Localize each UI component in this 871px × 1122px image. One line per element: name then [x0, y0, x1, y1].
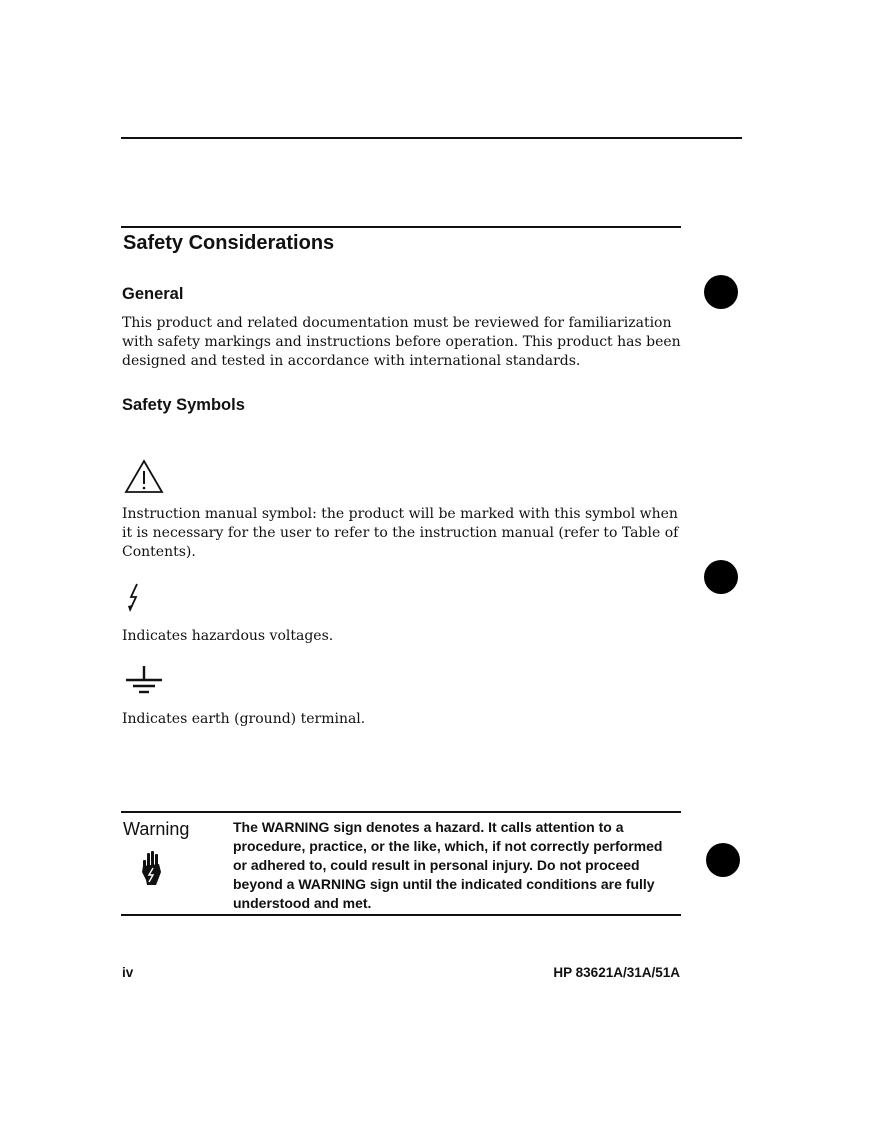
general-heading: General — [122, 285, 184, 303]
warning-line: beyond a WARNING sign until the indicated conditions are fully — [233, 876, 655, 892]
instruction-line: Contents). — [122, 544, 196, 560]
earth-ground-icon — [124, 664, 164, 694]
instruction-line: it is necessary for the user to refer to the instruction manual (refer to Table of — [122, 525, 679, 541]
general-paragraph — [122, 314, 692, 371]
model-number: HP 83621A/31A/51A — [553, 965, 680, 980]
warning-line: or adhered to, could result in personal injury. Do not proceed — [233, 857, 640, 873]
warning-top-rule — [121, 811, 681, 813]
ground-text: Indicates earth (ground) terminal. — [122, 711, 366, 727]
warning-triangle-icon — [124, 459, 164, 495]
warning-line: The WARNING sign denotes a hazard. It calls attention to a — [233, 819, 624, 835]
instruction-symbol-paragraph — [122, 505, 692, 562]
warning-paragraph — [233, 818, 683, 913]
page-number: iv — [122, 965, 134, 980]
binder-hole-middle — [704, 560, 738, 594]
hand-warning-icon — [139, 850, 163, 886]
hazard-text: Indicates hazardous voltages. — [122, 628, 334, 644]
general-line: with safety markings and instructions before operation. This product has been — [122, 334, 681, 350]
lightning-bolt-icon — [126, 582, 142, 614]
page-title: Safety Considerations — [123, 232, 335, 254]
general-line: This product and related documentation must be reviewed for familiarization — [122, 315, 672, 331]
warning-line: understood and met. — [233, 895, 372, 911]
warning-bottom-rule — [121, 914, 681, 916]
general-line: designed and tested in accordance with international standards. — [122, 353, 581, 369]
warning-label: Warning — [123, 819, 190, 839]
binder-hole-bottom — [706, 843, 740, 877]
safety-symbols-heading: Safety Symbols — [122, 396, 245, 414]
warning-line: procedure, practice, or the like, which, if not correctly performed — [233, 838, 663, 854]
binder-hole-top — [704, 275, 738, 309]
instruction-line: Instruction manual symbol: the product will be marked with this symbol when — [122, 506, 678, 522]
section-rule — [121, 226, 681, 228]
header-rule — [121, 137, 742, 139]
